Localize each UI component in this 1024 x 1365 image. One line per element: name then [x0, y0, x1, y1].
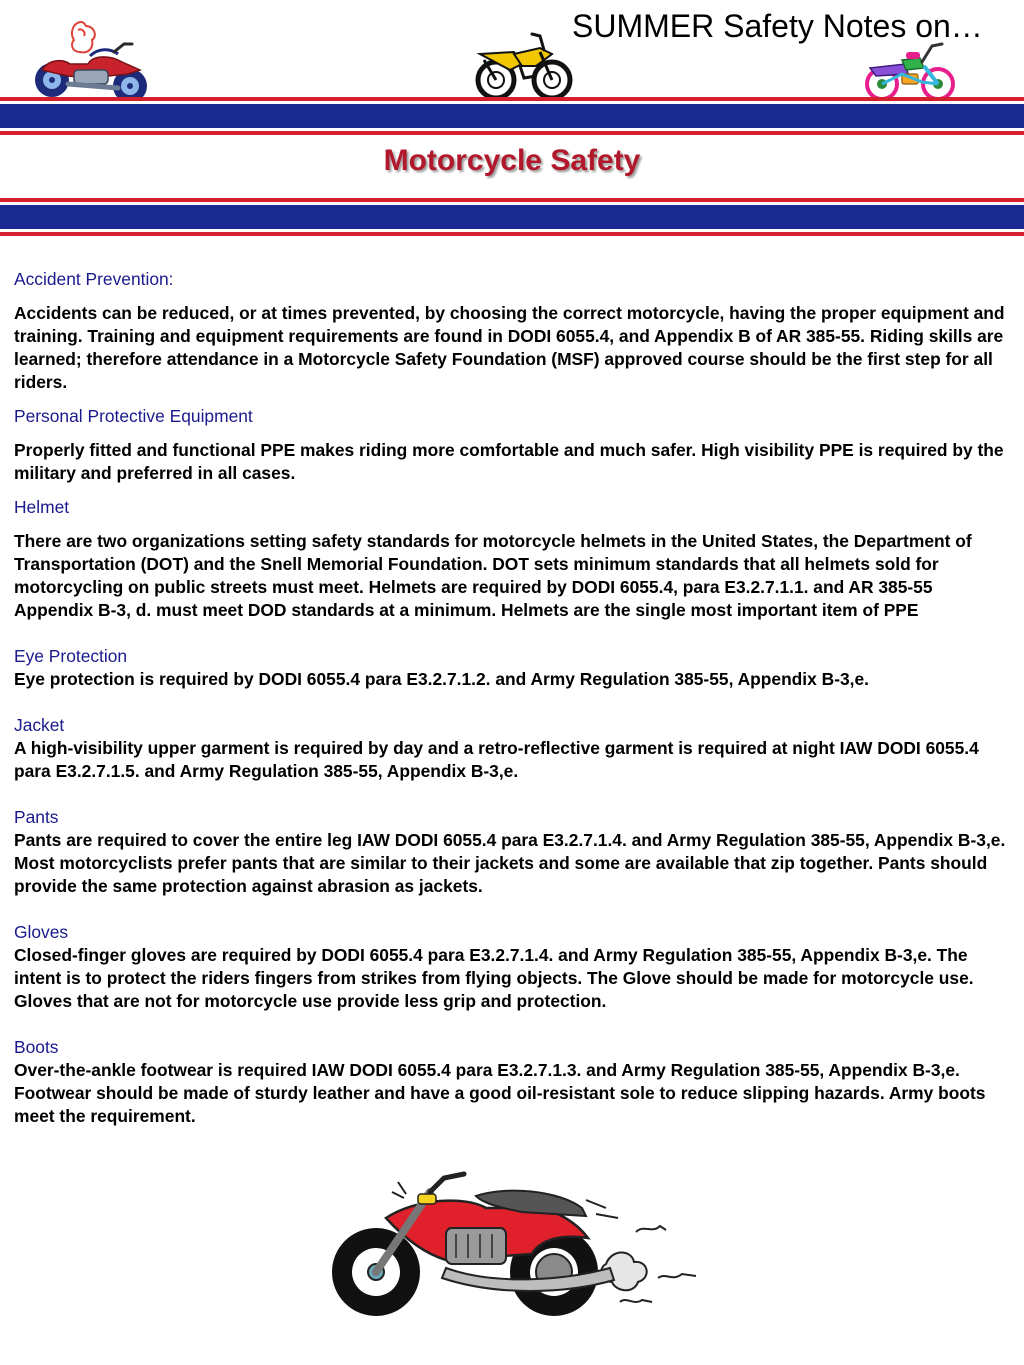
section-heading-helmet: Helmet: [14, 497, 70, 517]
divider-band: [0, 104, 1024, 128]
section-text-eye-protection: Eye protection is required by DODI 6055.4 para E3.2.7.1.2. and Army Regulation 385-55, Appendix B-3,e.: [14, 669, 870, 689]
header-title: SUMMER Safety Notes on…: [572, 8, 983, 44]
section-text-pants: Pants are required to cover the entire leg IAW DODI 6055.4 para E3.2.7.1.4. and Army Regulation 385-55, Appendix B-3,e.: [14, 830, 1006, 850]
section-heading-accident-prevention: Accident Prevention:: [14, 269, 174, 289]
divider-band: [0, 205, 1024, 229]
divider-band: [0, 232, 1024, 236]
safety-notes-body: [14, 268, 1010, 1128]
cartoon-motorcycle-icon: [326, 1168, 706, 1328]
scooter-icon: [862, 38, 958, 104]
section-heading-eye-protection: Eye Protection: [14, 646, 128, 666]
divider-band: [0, 131, 1024, 135]
section-text-ppe: Properly fitted and functional PPE makes riding more comfortable and much safer. High visibility PPE is required by the military and preferred in all cases.: [14, 440, 1004, 483]
section-text-accident-prevention: Accidents can be reduced, or at times prevented, by choosing the correct motorcycle, having the proper equipment and training. Training and equipment requirements are found in DODI 6055.4, and Appendix B of AR 385-55. Riding skills are learned; therefore attendance in a Motorcycle Safety Foundation (MSF) approved course should be the first step for all riders.: [14, 303, 1005, 392]
section-heading-boots: Boots: [14, 1037, 59, 1057]
section-heading-gloves: Gloves: [14, 922, 69, 942]
section-text-gloves: Closed-finger gloves are required by DODI 6055.4 para E3.2.7.1.4. and Army Regulation 385-55, Appendix B-3,e. The intent is to protect the riders fingers from strikes from flying objects. The Glove should be made for motorcycle use. Gloves that are not for motorcycle use provide less grip and protection.: [14, 945, 974, 1011]
section-text-helmet: There are two organizations setting safety standards for motorcycle helmets in the United States, the Department of Transportation (DOT) and the Snell Memorial Foundation. DOT sets minimum standards that all helmets sold for motorcycling on public streets must meet. Helmets are required by DODI 6055.4, para E3.2.7.1.1. and AR 385-55 Appendix B-3, d. must meet DOD standards at a minimum. Helmets are the single most important item of PPE: [14, 531, 972, 620]
dirt-bike-icon: [474, 30, 574, 102]
section-heading-ppe: Personal Protective Equipment: [14, 406, 253, 426]
page-title: Motorcycle Safety: [383, 144, 641, 177]
section-text-pants-note: Most motorcyclists prefer pants that are similar to their jackets and some are available that zip together. Pants should provide the same protection against abrasion as jackets.: [14, 853, 988, 896]
section-heading-jacket: Jacket: [14, 715, 65, 735]
section-text-jacket: A high-visibility upper garment is required by day and a retro-reflective garment is required at night IAW DODI 6055.4 para E3.2.7.1.5. and Army Regulation 385-55, Appendix B-3,e.: [14, 738, 979, 781]
section-text-boots: Over-the-ankle footwear is required IAW DODI 6055.4 para E3.2.7.1.3. and Army Regulation 385-55, Appendix B-3,e. Footwear should be made of sturdy leather and have a good oil-resistant sole to reduce slipping hazards. Army boots meet the requirement.: [14, 1060, 986, 1126]
section-heading-pants: Pants: [14, 807, 59, 827]
